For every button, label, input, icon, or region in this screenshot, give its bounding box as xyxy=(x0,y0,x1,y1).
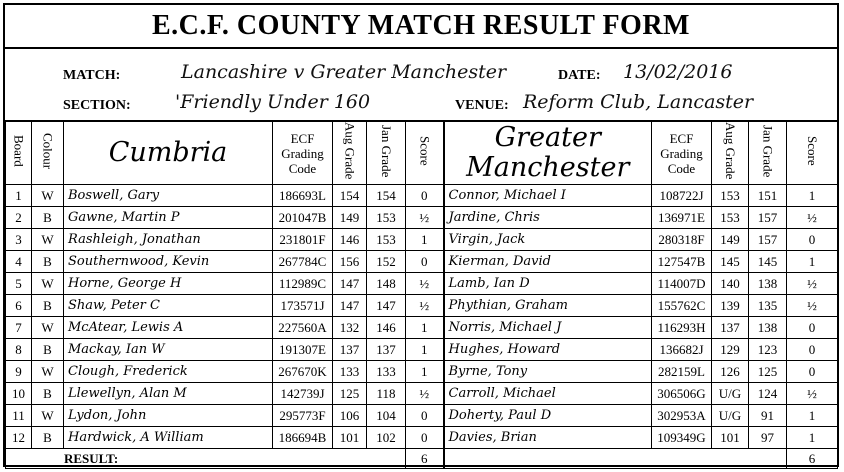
away-ecf-code: 280318F xyxy=(652,229,712,251)
away-score: ½ xyxy=(787,273,838,295)
home-score-header: Score xyxy=(406,122,444,185)
away-player-name: Hughes, Howard xyxy=(444,339,652,361)
home-jan-grade: 137 xyxy=(367,339,406,361)
home-player-name: Gawne, Martin P xyxy=(64,207,273,229)
away-ecf-code: 114007D xyxy=(652,273,712,295)
away-jan-grade: 124 xyxy=(749,383,787,405)
away-jan-grade: 157 xyxy=(749,207,787,229)
away-player-name: Doherty, Paul D xyxy=(444,405,652,427)
result-spacer xyxy=(444,449,787,469)
away-score: 1 xyxy=(787,251,838,273)
home-score: ½ xyxy=(406,295,444,317)
section-label: SECTION: xyxy=(63,98,131,113)
away-aug-grade: 153 xyxy=(712,207,749,229)
away-player-name: Virgin, Jack xyxy=(444,229,652,251)
away-ecf-code: 116293H xyxy=(652,317,712,339)
away-team-header: Greater Manchester xyxy=(444,122,652,185)
away-player-name: Davies, Brian xyxy=(444,427,652,449)
away-aug-grade: 126 xyxy=(712,361,749,383)
home-score: 0 xyxy=(406,405,444,427)
home-aug-grade: 132 xyxy=(333,317,367,339)
home-score: 0 xyxy=(406,427,444,449)
away-score: 1 xyxy=(787,185,838,207)
home-player-name: Shaw, Peter C xyxy=(64,295,273,317)
home-score: ½ xyxy=(406,273,444,295)
table-row xyxy=(6,295,838,317)
colour-header: Colour xyxy=(32,122,64,185)
board-cell: 9 xyxy=(6,361,32,383)
board-cell: 4 xyxy=(6,251,32,273)
table-row xyxy=(6,427,838,449)
home-score: 0 xyxy=(406,251,444,273)
away-jan-grade: 91 xyxy=(749,405,787,427)
venue-value: Reform Club, Lancaster xyxy=(523,91,754,113)
home-player-name: Llewellyn, Alan M xyxy=(64,383,273,405)
home-jan-grade: 133 xyxy=(367,361,406,383)
home-aug-grade: 125 xyxy=(333,383,367,405)
colour-cell: B xyxy=(32,207,64,229)
away-jan-grade: 138 xyxy=(749,273,787,295)
board-cell: 7 xyxy=(6,317,32,339)
home-aug-grade: 106 xyxy=(333,405,367,427)
home-ecf-code: 231801F xyxy=(273,229,333,251)
home-score: ½ xyxy=(406,383,444,405)
away-jan-grade: 145 xyxy=(749,251,787,273)
colour-cell: W xyxy=(32,229,64,251)
away-score: 0 xyxy=(787,317,838,339)
table-row xyxy=(6,251,838,273)
home-player-name: McAtear, Lewis A xyxy=(64,317,273,339)
home-aug-grade: 137 xyxy=(333,339,367,361)
home-jan-grade: 153 xyxy=(367,207,406,229)
table-row xyxy=(6,317,838,339)
away-aug-grade: 137 xyxy=(712,317,749,339)
home-player-name: Horne, George H xyxy=(64,273,273,295)
away-jan-grade: 157 xyxy=(749,229,787,251)
away-jan-grade: 138 xyxy=(749,317,787,339)
home-ecf-code: 186693L xyxy=(273,185,333,207)
home-ecf-code: 173571J xyxy=(273,295,333,317)
colour-cell: W xyxy=(32,273,64,295)
board-header: Board xyxy=(6,122,32,185)
home-team-header: Cumbria xyxy=(64,122,273,185)
venue-label: VENUE: xyxy=(455,98,509,113)
home-player-name: Boswell, Gary xyxy=(64,185,273,207)
away-score: 0 xyxy=(787,229,838,251)
home-ecf-code: 191307E xyxy=(273,339,333,361)
home-ecf-code: 142739J xyxy=(273,383,333,405)
away-jan-grade: 135 xyxy=(749,295,787,317)
away-player-name: Phythian, Graham xyxy=(444,295,652,317)
away-aug-grade: 140 xyxy=(712,273,749,295)
away-player-name: Kierman, David xyxy=(444,251,652,273)
home-jan-grade: 102 xyxy=(367,427,406,449)
match-header xyxy=(5,49,837,121)
away-jan-grade: 151 xyxy=(749,185,787,207)
table-row xyxy=(6,339,838,361)
away-ecf-code: 302953A xyxy=(652,405,712,427)
colour-cell: B xyxy=(32,339,64,361)
away-score: 1 xyxy=(787,427,838,449)
board-cell: 1 xyxy=(6,185,32,207)
away-score: 1 xyxy=(787,405,838,427)
away-result-total: 6 xyxy=(787,449,838,469)
table-row xyxy=(6,383,838,405)
away-aug-grade: 139 xyxy=(712,295,749,317)
home-jan-grade: 118 xyxy=(367,383,406,405)
home-aug-grade: 147 xyxy=(333,273,367,295)
home-jan-grade: 148 xyxy=(367,273,406,295)
away-aug-grade-header: Aug Grade xyxy=(712,122,749,185)
away-score: ½ xyxy=(787,383,838,405)
away-ecf-code: 282159L xyxy=(652,361,712,383)
table-row xyxy=(6,361,838,383)
match-label: MATCH: xyxy=(63,68,121,83)
colour-cell: B xyxy=(32,383,64,405)
away-aug-grade: U/G xyxy=(712,405,749,427)
away-score: 0 xyxy=(787,361,838,383)
board-cell: 12 xyxy=(6,427,32,449)
home-jan-grade-header: Jan Grade xyxy=(367,122,406,185)
table-row xyxy=(6,207,838,229)
table-row xyxy=(6,185,838,207)
date-label: DATE: xyxy=(558,68,601,83)
home-result-total: 6 xyxy=(406,449,444,469)
away-aug-grade: 129 xyxy=(712,339,749,361)
away-aug-grade: 101 xyxy=(712,427,749,449)
away-score: ½ xyxy=(787,295,838,317)
home-aug-grade: 156 xyxy=(333,251,367,273)
home-jan-grade: 152 xyxy=(367,251,406,273)
away-score: ½ xyxy=(787,207,838,229)
away-ecf-code: 306506G xyxy=(652,383,712,405)
colour-cell: B xyxy=(32,427,64,449)
away-ecf-code: 109349G xyxy=(652,427,712,449)
home-aug-grade: 147 xyxy=(333,295,367,317)
home-jan-grade: 153 xyxy=(367,229,406,251)
home-score: ½ xyxy=(406,207,444,229)
date-value: 13/02/2016 xyxy=(623,61,733,83)
away-aug-grade: U/G xyxy=(712,383,749,405)
board-cell: 5 xyxy=(6,273,32,295)
home-jan-grade: 146 xyxy=(367,317,406,339)
away-player-name: Lamb, Ian D xyxy=(444,273,652,295)
colour-cell: W xyxy=(32,405,64,427)
away-score: 0 xyxy=(787,339,838,361)
results-table xyxy=(5,121,838,469)
board-cell: 6 xyxy=(6,295,32,317)
home-aug-grade-header: Aug Grade xyxy=(333,122,367,185)
away-player-name: Norris, Michael J xyxy=(444,317,652,339)
home-player-name: Mackay, Ian W xyxy=(64,339,273,361)
home-aug-grade: 146 xyxy=(333,229,367,251)
away-ecf-code: 136971E xyxy=(652,207,712,229)
away-jan-grade-header: Jan Grade xyxy=(749,122,787,185)
home-score: 1 xyxy=(406,317,444,339)
home-score: 0 xyxy=(406,185,444,207)
home-aug-grade: 149 xyxy=(333,207,367,229)
table-row xyxy=(6,405,838,427)
table-row xyxy=(6,229,838,251)
home-ecf-code: 112989C xyxy=(273,273,333,295)
home-ecf-code: 201047B xyxy=(273,207,333,229)
match-value: Lancashire v Greater Manchester xyxy=(181,61,507,83)
away-ecf-code: 108722J xyxy=(652,185,712,207)
home-player-name: Lydon, John xyxy=(64,405,273,427)
board-cell: 11 xyxy=(6,405,32,427)
away-ecf-code: 136682J xyxy=(652,339,712,361)
colour-cell: B xyxy=(32,295,64,317)
away-aug-grade: 149 xyxy=(712,229,749,251)
table-row xyxy=(6,273,838,295)
result-label: RESULT: xyxy=(6,449,406,469)
home-player-name: Rashleigh, Jonathan xyxy=(64,229,273,251)
home-player-name: Clough, Frederick xyxy=(64,361,273,383)
home-ecf-code-header: ECF Grading Code xyxy=(273,122,333,185)
home-ecf-code: 186694B xyxy=(273,427,333,449)
home-player-name: Southernwood, Kevin xyxy=(64,251,273,273)
home-score: 1 xyxy=(406,361,444,383)
away-jan-grade: 125 xyxy=(749,361,787,383)
colour-cell: B xyxy=(32,251,64,273)
home-aug-grade: 101 xyxy=(333,427,367,449)
away-player-name: Jardine, Chris xyxy=(444,207,652,229)
section-value: 'Friendly Under 160 xyxy=(175,91,371,113)
away-ecf-code-header: ECF Grading Code xyxy=(652,122,712,185)
home-jan-grade: 104 xyxy=(367,405,406,427)
home-ecf-code: 267784C xyxy=(273,251,333,273)
result-form xyxy=(3,3,839,467)
away-jan-grade: 123 xyxy=(749,339,787,361)
colour-cell: W xyxy=(32,361,64,383)
board-cell: 10 xyxy=(6,383,32,405)
away-ecf-code: 155762C xyxy=(652,295,712,317)
board-cell: 2 xyxy=(6,207,32,229)
away-aug-grade: 145 xyxy=(712,251,749,273)
home-aug-grade: 154 xyxy=(333,185,367,207)
home-aug-grade: 133 xyxy=(333,361,367,383)
board-cell: 8 xyxy=(6,339,32,361)
home-jan-grade: 154 xyxy=(367,185,406,207)
away-player-name: Carroll, Michael xyxy=(444,383,652,405)
home-ecf-code: 227560A xyxy=(273,317,333,339)
home-score: 1 xyxy=(406,229,444,251)
home-jan-grade: 147 xyxy=(367,295,406,317)
home-ecf-code: 295773F xyxy=(273,405,333,427)
board-cell: 3 xyxy=(6,229,32,251)
home-player-name: Hardwick, A William xyxy=(64,427,273,449)
away-score-header: Score xyxy=(787,122,838,185)
colour-cell: W xyxy=(32,317,64,339)
home-score: 1 xyxy=(406,339,444,361)
away-ecf-code: 127547B xyxy=(652,251,712,273)
away-player-name: Connor, Michael I xyxy=(444,185,652,207)
home-ecf-code: 267670K xyxy=(273,361,333,383)
away-aug-grade: 153 xyxy=(712,185,749,207)
form-title: E.C.F. COUNTY MATCH RESULT FORM xyxy=(5,5,837,49)
away-jan-grade: 97 xyxy=(749,427,787,449)
colour-cell: W xyxy=(32,185,64,207)
away-player-name: Byrne, Tony xyxy=(444,361,652,383)
